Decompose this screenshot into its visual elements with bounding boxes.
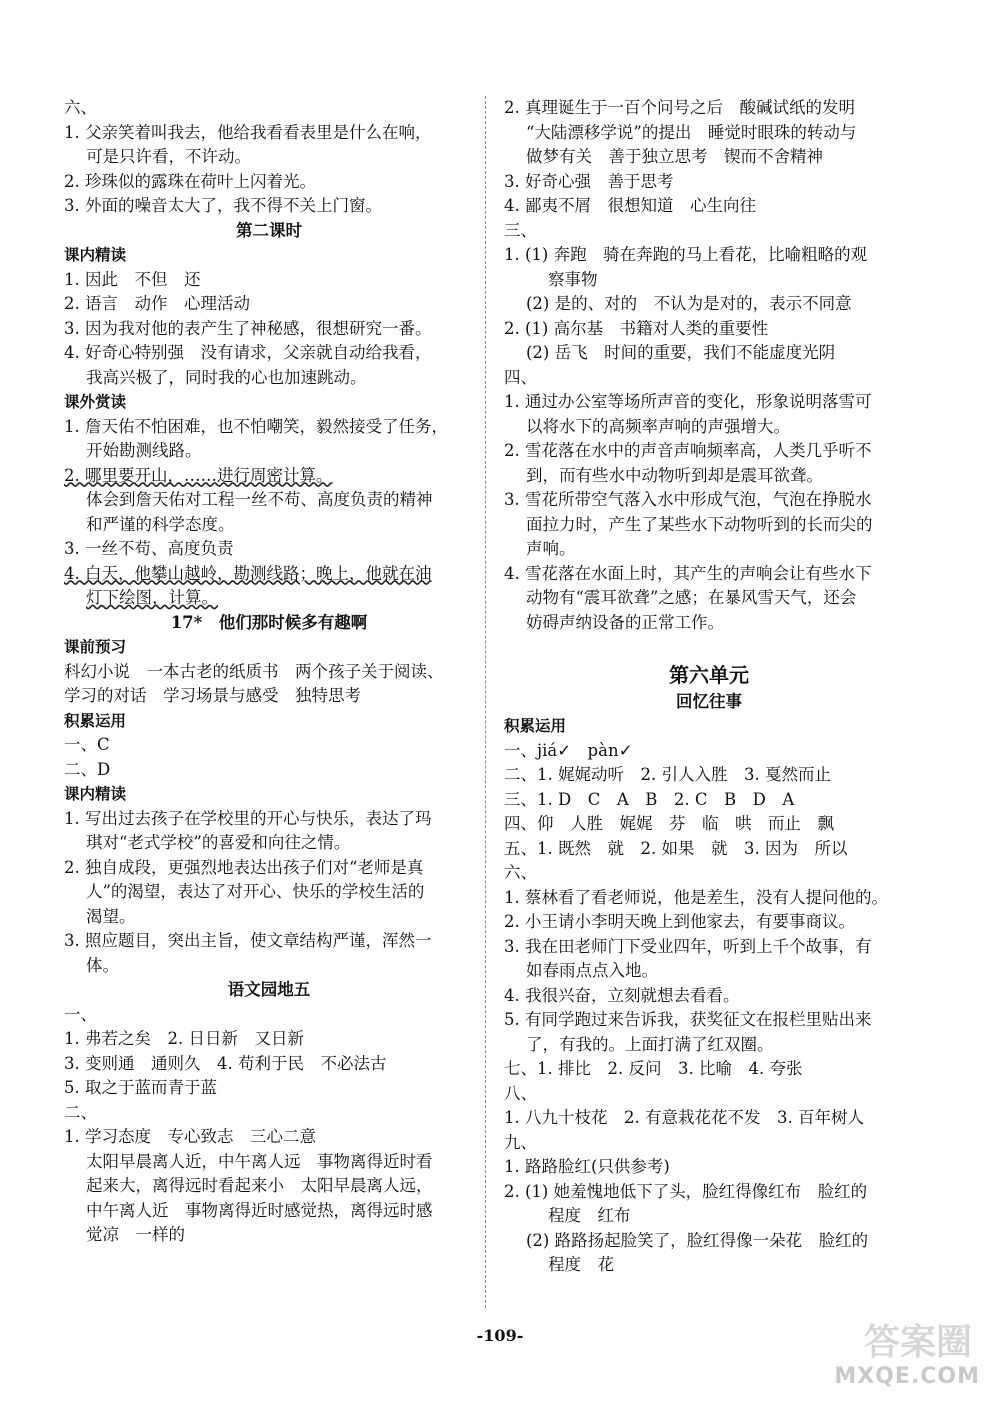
- answer-line: 我高兴极了，同时我的心也加速跳动。: [86, 367, 367, 387]
- answer-line: 2. 独自成段，更强烈地表达出孩子们对“老师是真: [64, 857, 424, 877]
- right-column: [504, 96, 914, 1278]
- answer-line: 4. 好奇心特别强 没有请求，父亲就自动给我看，: [64, 343, 432, 362]
- answer-line: 2. 小王请小李明天晚上到他家去，有要事商议。: [504, 912, 855, 931]
- answer-line: 积累运用: [504, 717, 567, 735]
- answer-line: 课外赏读: [64, 393, 127, 411]
- answer-line: 二、: [64, 1102, 97, 1122]
- answer-line: 和严谨的科学态度。: [86, 514, 235, 534]
- answer-line: 1. 詹天佑不怕困难，也不怕嘲笑，毅然接受了任务，: [64, 416, 448, 436]
- answer-line: 语文园地五: [227, 980, 311, 999]
- answer-line: “大陆漂移学说”的提出 睡觉时眼珠的转动与: [526, 122, 857, 142]
- answer-line: 二、1. 娓娓动听 2. 引人入胜 3. 戛然而止: [504, 765, 831, 784]
- answer-line: 3. 变则通 通则久 4. 苟利于民 不必法古: [64, 1053, 387, 1073]
- answer-line: 四、仰 人胜 娓娓 芬 临 哄 而止 飘: [504, 814, 834, 833]
- answer-line: 3. 外面的噪音太大了，我不得不关上门窗。: [64, 196, 382, 215]
- answer-line: 课前预习: [64, 638, 127, 656]
- answer-line: (2) 是的、对的 不认为是对的，表示不同意: [526, 294, 852, 313]
- answer-line: 2. 哪里要开山，……进行周密计算。: [64, 465, 333, 485]
- answer-line: 3. 雪花所带空气落入水中形成气泡，气泡在挣脱水: [504, 490, 872, 509]
- answer-line: 2. 雪花落在水中的声音声响频率高，人类几乎听不: [504, 441, 872, 460]
- answer-line: [504, 635, 914, 660]
- answer-line: 一、: [64, 1004, 97, 1024]
- answer-line: 4. 我很兴奋，立刻就想去看看。: [504, 985, 740, 1005]
- answer-line: 面拉力时，产生了某些水下动物听到的长而尖的: [526, 514, 873, 534]
- answer-line: 中午离人近 事物离得近时感觉热，离得远时感: [86, 1200, 433, 1220]
- answer-line: 程度 红布: [548, 1206, 631, 1225]
- answer-line: 3. 照应题目，突出主旨，使文章结构严谨，浑然一: [64, 931, 432, 950]
- answer-line: 一、jiá✓ pàn✓: [504, 740, 633, 760]
- answer-line: 第二课时: [236, 220, 302, 240]
- answer-line: 察事物: [548, 269, 598, 289]
- answer-line: 三、: [504, 220, 537, 240]
- answer-line: 学习的对话 学习场景与感受 独特思考: [64, 686, 361, 705]
- answer-line: 3. 一丝不苟、高度负责: [64, 539, 234, 558]
- answer-line: 4. 雪花落在水面上时，其产生的声响会让有些水下: [504, 563, 872, 583]
- answer-line: 1. 八九十枝花 2. 有意栽花花不发 3. 百年树人: [504, 1108, 864, 1127]
- answer-line: 2. 真理诞生于一百个问号之后 酸碱试纸的发明: [504, 98, 855, 117]
- answer-line: 3. 好奇心强 善于思考: [504, 171, 674, 191]
- answer-line: 2. (1) 她羞愧地低下了头，脸红得像红布 脸红的: [504, 1181, 868, 1201]
- answer-line: 觉凉 一样的: [86, 1225, 185, 1244]
- answer-line: 起来大，离得远时看起来小 太阳早晨离人远，: [86, 1176, 433, 1195]
- watermark-title: 答案圈: [863, 1322, 972, 1363]
- answer-line: 以将水下的高频率声响的声强增大。: [526, 416, 790, 436]
- answer-line: 17* 他们那时候多有趣啊: [170, 612, 368, 632]
- answer-line: 1. 写出过去孩子在学校里的开心与快乐，表达了玛: [64, 808, 432, 828]
- answer-line: 开始勘测线路。: [86, 441, 202, 460]
- left-column: [64, 96, 474, 1248]
- answer-line: 体。: [86, 955, 119, 975]
- answer-line: 2. 珍珠似的露珠在荷叶上闪着光。: [64, 171, 316, 191]
- answer-line: 妨碍声纳设备的正常工作。: [526, 612, 724, 632]
- answer-line: 1. 因此 不但 还: [64, 269, 201, 289]
- answer-line: 渴望。: [86, 906, 136, 926]
- answer-line: 七、1. 排比 2. 反问 3. 比喻 4. 夸张: [504, 1059, 803, 1078]
- answer-line: 1. 学习态度 专心致志 三心二意: [64, 1127, 316, 1146]
- answer-line: 5. 取之于蓝而青于蓝: [64, 1078, 217, 1097]
- answer-line: 如春雨点点入地。: [526, 961, 658, 980]
- page-number: -109-: [476, 1326, 524, 1345]
- answer-line: 4. 鄙夷不屑 很想知道 心生向往: [504, 196, 756, 215]
- answer-line: 1. 父亲笑着叫我去，他给我看看表里是什么在响，: [64, 122, 432, 142]
- column-divider: [485, 96, 486, 1308]
- answer-line: 3. 我在田老师门下受业四年，听到上千个故事，有: [504, 936, 872, 956]
- answer-line: 人”的渴望，表达了对开心、快乐的学校生活的: [86, 882, 425, 901]
- answer-line: 可是只许看，不许动。: [86, 147, 251, 166]
- answer-line: 一、C: [64, 735, 110, 754]
- answer-line: 1. 通过办公室等场所声音的变化，形象说明落雪可: [504, 392, 872, 411]
- answer-line: 程度 花: [548, 1255, 614, 1274]
- answer-line: (2) 路路扬起脸笑了，脸红得像一朵花 脸红的: [526, 1230, 869, 1250]
- answer-line: 回忆往事: [676, 691, 742, 711]
- answer-line: 太阳早晨离人近，中午离人远 事物离得近时看: [86, 1151, 433, 1171]
- answer-line: 声响。: [526, 539, 576, 558]
- answer-line: 1. 路路脸红(只供参考): [504, 1157, 670, 1176]
- answer-line: 4. 白天，他攀山越岭，勘测线路；晚上，他就在油: [64, 563, 432, 583]
- answer-line: 五、1. 既然 就 2. 如果 就 3. 因为 所以: [504, 838, 848, 858]
- answer-line: 做梦有关 善于独立思考 锲而不舍精神: [526, 147, 823, 166]
- answer-line: 动物有“震耳欲聋”之感；在暴风雪天气，还会: [526, 588, 857, 607]
- answer-line: 科幻小说 一本古老的纸质书 两个孩子关于阅读、: [64, 661, 444, 681]
- answer-line: 灯下绘图，计算。: [86, 588, 218, 607]
- answer-line: 二、D: [64, 759, 111, 779]
- answer-line: 琪对“老式学校”的喜爱和向往之情。: [86, 833, 351, 852]
- answer-line: 九、: [504, 1132, 537, 1152]
- answer-line: 三、1. D C A B 2. C B D A: [504, 789, 795, 809]
- answer-line: 1. (1) 奔跑 骑在奔跑的马上看花，比喻粗略的观: [504, 245, 868, 264]
- answer-line: (2) 岳飞 时间的重要，我们不能虚度光阴: [526, 343, 836, 362]
- answer-line: 四、: [504, 367, 537, 387]
- answer-line: 课内精读: [64, 246, 127, 264]
- answer-line: 积累运用: [64, 711, 127, 730]
- answer-line: 了，有我的。上面打满了红双圈。: [526, 1034, 774, 1054]
- watermark-logo: [810, 1319, 980, 1389]
- answer-line: 课内精读: [64, 785, 127, 803]
- answer-line: 1. 弗若之矣 2. 日日新 又日新: [64, 1029, 304, 1048]
- watermark-url: MXQE.COM: [834, 1364, 980, 1389]
- answer-line: 到，而有些水中动物听到却是震耳欲聋。: [526, 465, 823, 485]
- answer-line: 六、: [504, 863, 537, 882]
- answer-line: 2. (1) 高尔基 书籍对人类的重要性: [504, 318, 769, 338]
- answer-line: 八、: [504, 1083, 537, 1103]
- answer-line: 3. 因为我对他的表产生了神秘感，很想研究一番。: [64, 318, 432, 338]
- answer-line: 2. 语言 动作 心理活动: [64, 294, 250, 313]
- answer-line: 六、: [64, 98, 97, 117]
- answer-line: 第六单元: [669, 662, 749, 687]
- answer-line: 体会到詹天佑对工程一丝不苟、高度负责的精神: [86, 490, 433, 509]
- answer-line: 5. 有同学跑过来告诉我，获奖征文在报栏里贴出来: [504, 1010, 872, 1029]
- answer-line: 1. 蔡林看了看老师说，他是差生，没有人提问他的。: [504, 887, 888, 907]
